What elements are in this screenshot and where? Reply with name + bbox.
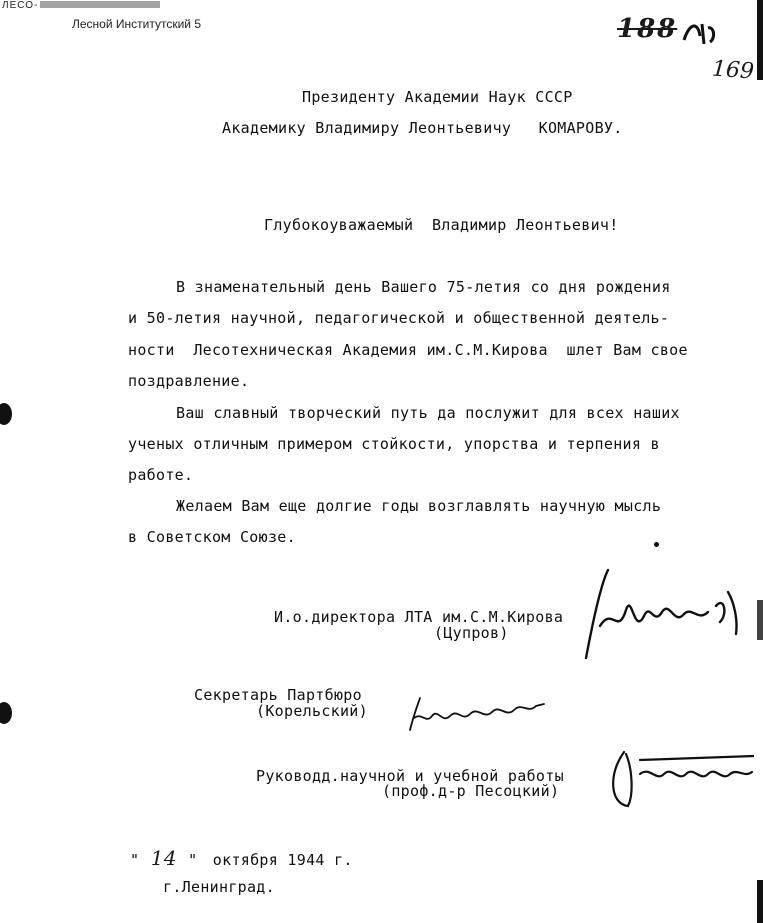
salutation: Глубокоуважаемый Владимир Леонтьевич! [264,216,619,234]
date-month-year: октября 1944 г. [212,851,353,869]
body-line: поздравление. [128,372,250,390]
signatory-title: И.о.директора ЛТА им.С.М.Кирова [274,608,564,626]
archive-folio: 169 [711,56,755,85]
body-line: Желаем Вам еще долгие годы возглавлять научную мысль [176,497,662,515]
handwritten-signature-research-head [604,744,754,814]
scan-dot [654,542,659,547]
recipient-surname: КОМАРОВУ. [538,119,623,137]
signatory-title: Руководд.научной и учебной работы [256,767,564,785]
punch-hole-upper [0,403,12,425]
body-line: ученых отличным примером стойкости, упорства и терпения в [128,435,660,453]
date-close-quote: " [188,851,198,869]
letterhead-stamp: ЛЕСО- [2,0,39,11]
letterhead-address: Лесной Институтский 5 [72,17,201,31]
scan-edge-bottom [757,880,763,923]
scan-edge-top [757,0,763,80]
signatory-title: Секретарь Партбюро [194,686,362,704]
handwritten-signature-director [578,566,746,666]
scan-edge-middle [757,600,763,640]
body-line: и 50-летия научной, педагогической и общественной деятель- [128,309,670,327]
recipient-title: Академику Владимиру Леонтьевичу [222,119,512,137]
body-line: работе. [128,466,194,484]
body-line: ности Лесотехническая Академия им.С.М.Кирова шлет Вам свое [128,341,688,359]
punch-hole-lower [0,702,12,724]
letter-date [130,846,353,870]
letterhead-bar [40,1,160,8]
archive-scribble [680,18,720,48]
recipient-line-2 [222,119,623,137]
date-day: 14 [150,846,177,870]
letter-place: г.Ленинград. [163,878,275,896]
body-line: Ваш славный творческий путь да послужит для всех наших [176,404,680,422]
signatory-name: (Корельский) [256,702,368,720]
crossed-archive-number: 188 [617,14,678,44]
date-open-quote: " [130,851,140,869]
body-line: в Советском Союзе. [128,528,296,546]
handwritten-signature-party-secretary [404,690,552,740]
signatory-name: (Цупров) [434,624,509,642]
signatory-name: (проф.д-р Песоцкий) [382,782,560,800]
recipient-line-1: Президенту Академии Наук СССР [302,88,573,106]
body-line: В знаменательный день Вашего 75-летия со дня рождения [176,278,671,296]
